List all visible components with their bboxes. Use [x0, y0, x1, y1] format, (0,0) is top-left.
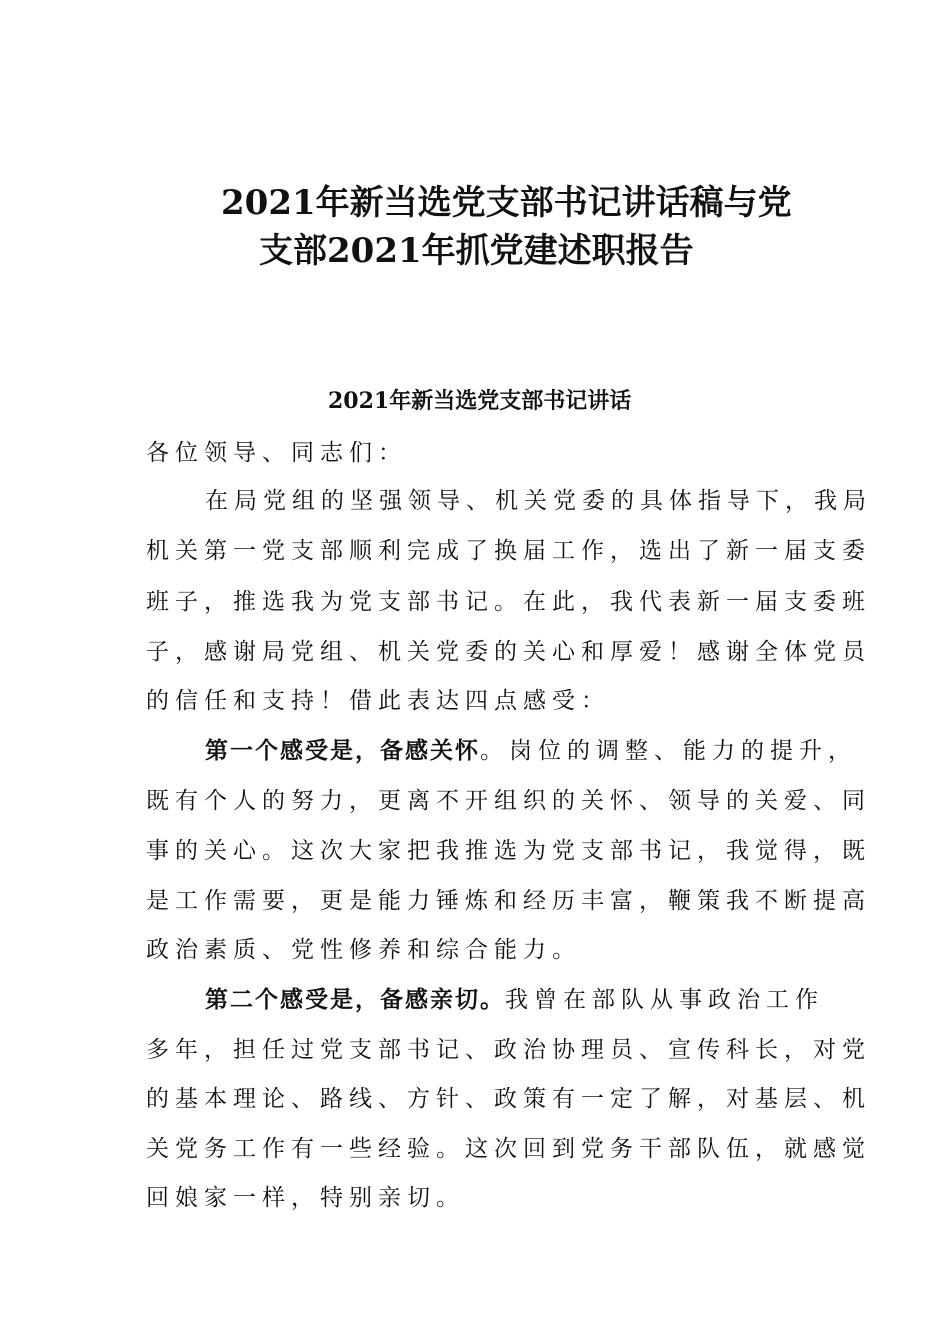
paragraph-3-line-1 [205, 984, 824, 1016]
paragraph-3-line-5: 回娘家一样，特别亲切。 [146, 1185, 465, 1211]
paragraph-2-line-1 [205, 735, 857, 767]
paragraph-2-first-text: 。岗位的调整、能力的提升， [480, 738, 857, 764]
paragraph-2-line-4: 是工作需要，更是能力锤炼和经历丰富，鞭策我不断提高 [146, 888, 871, 914]
paragraph-2-line-5: 政治素质、党性修养和综合能力。 [146, 937, 581, 963]
section-title: 2021年新当选党支部书记讲话 [328, 388, 632, 414]
document-title-line-2: 支部2021年抓党建述职报告 [259, 231, 694, 271]
paragraph-1-line-3: 班子，推选我为党支部书记。在此，我代表新一届支委班 [146, 589, 871, 615]
paragraph-1-line-4: 子，感谢局党组、机关党委的关心和厚爱！感谢全体党员 [146, 639, 871, 665]
paragraph-1-line-1: 在局党组的坚强领导、机关党委的具体指导下，我局 [205, 488, 872, 514]
paragraph-3-heading: 第二个感受是，备感亲切。 [205, 986, 505, 1013]
paragraph-3-line-3: 的基本理论、路线、方针、政策有一定了解，对基层、机 [146, 1086, 871, 1112]
paragraph-3-first-text: 我曾在部队从事政治工作 [505, 987, 824, 1013]
paragraph-3-line-2: 多年，担任过党支部书记、政治协理员、宣传科长，对党 [146, 1037, 871, 1063]
paragraph-1-line-2: 机关第一党支部顺利完成了换届工作，选出了新一届支委 [146, 538, 871, 564]
paragraph-2-line-2: 既有个人的努力，更离不开组织的关怀、领导的关爱、同 [146, 788, 871, 814]
document-title-line-1: 2021年新当选党支部书记讲话稿与党 [221, 183, 792, 223]
paragraph-1-line-5: 的信任和支持！借此表达四点感受： [146, 688, 610, 714]
paragraph-2-line-3: 事的关心。这次大家把我推选为党支部书记，我觉得，既 [146, 838, 871, 864]
paragraph-3-line-4: 关党务工作有一些经验。这次回到党务干部队伍，就感觉 [146, 1136, 871, 1162]
greeting: 各位领导、同志们： [146, 440, 407, 466]
paragraph-2-heading: 第一个感受是，备感关怀 [205, 737, 480, 764]
